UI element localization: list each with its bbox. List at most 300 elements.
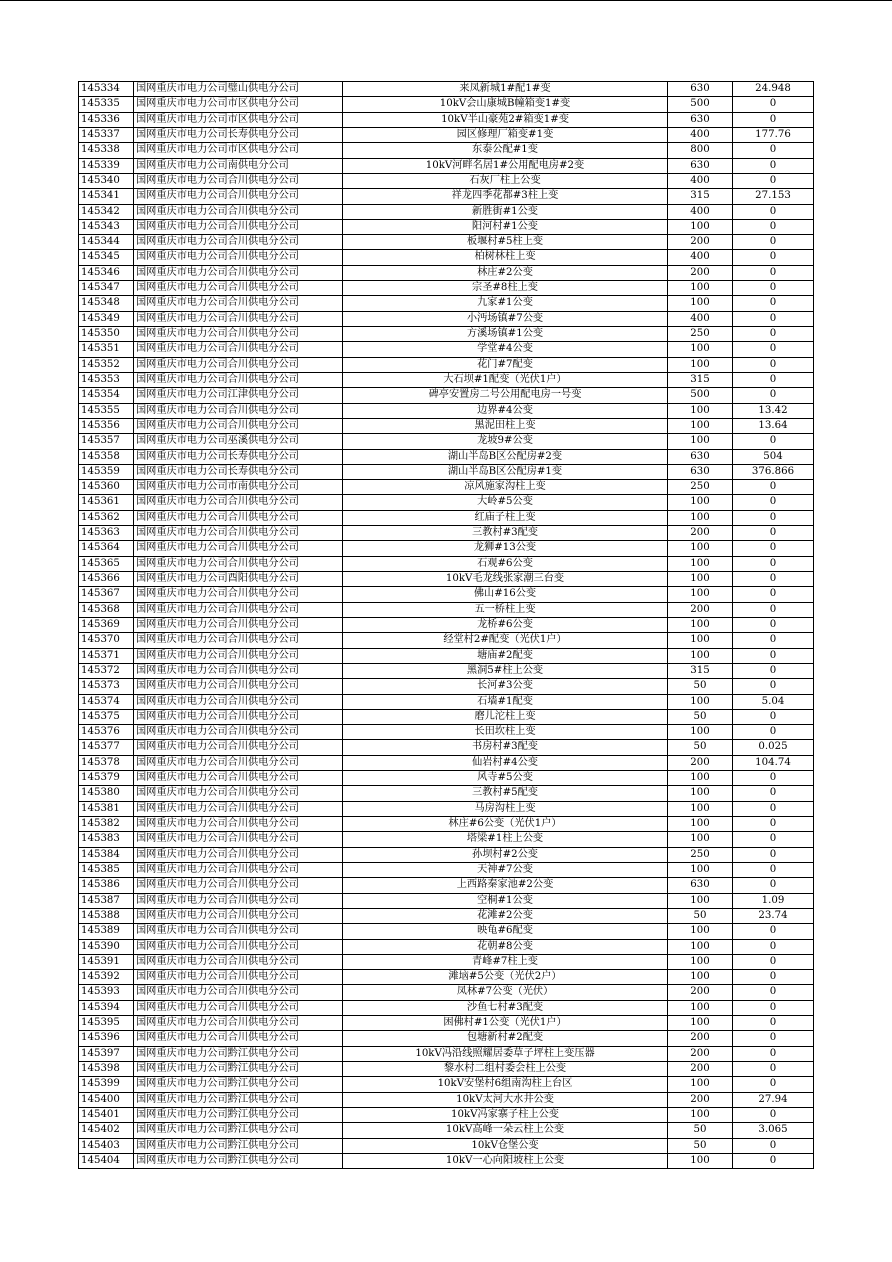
table-row (79, 143, 814, 158)
company-name-cell: 国网重庆市电力公司合川供电分公司 (134, 541, 343, 556)
company-name-cell: 国网重庆市电力公司市区供电分公司 (134, 97, 343, 112)
row-id-cell: 145342 (79, 204, 134, 219)
row-id-cell: 145335 (79, 97, 134, 112)
company-name-cell: 国网重庆市电力公司合川供电分公司 (134, 1031, 343, 1046)
company-name-cell: 国网重庆市电力公司黔江供电分公司 (134, 1138, 343, 1153)
company-name-cell: 国网重庆市电力公司合川供电分公司 (134, 924, 343, 939)
company-name-cell: 国网重庆市电力公司合川供电分公司 (134, 679, 343, 694)
transformer-name-cell: 边界#4公变 (343, 403, 668, 418)
value-cell: 0 (733, 327, 814, 342)
company-name-cell: 国网重庆市电力公司合川供电分公司 (134, 663, 343, 678)
row-id-cell: 145366 (79, 572, 134, 587)
row-id-cell: 145357 (79, 434, 134, 449)
value-cell: 0 (733, 663, 814, 678)
transformer-name-cell: 龙桥#6公变 (343, 617, 668, 632)
row-id-cell: 145373 (79, 679, 134, 694)
row-id-cell: 145376 (79, 725, 134, 740)
transformer-name-cell: 10kV一心向阳坡柱上公变 (343, 1153, 668, 1168)
value-cell: 27.94 (733, 1092, 814, 1107)
value-cell: 0 (733, 1046, 814, 1061)
table-row (79, 82, 814, 97)
row-id-cell: 145397 (79, 1046, 134, 1061)
row-id-cell: 145371 (79, 648, 134, 663)
row-id-cell: 145374 (79, 694, 134, 709)
table-row (79, 158, 814, 173)
table-row (79, 771, 814, 786)
value-cell: 0 (733, 219, 814, 234)
row-id-cell: 145362 (79, 510, 134, 525)
row-id-cell: 145404 (79, 1153, 134, 1168)
capacity-cell: 100 (668, 510, 733, 525)
capacity-cell: 630 (668, 878, 733, 893)
value-cell: 0 (733, 1107, 814, 1122)
capacity-cell: 250 (668, 480, 733, 495)
value-cell: 0 (733, 158, 814, 173)
company-name-cell: 国网重庆市电力公司合川供电分公司 (134, 526, 343, 541)
row-id-cell: 145345 (79, 250, 134, 265)
row-id-cell: 145388 (79, 908, 134, 923)
table-row (79, 219, 814, 234)
company-name-cell: 国网重庆市电力公司合川供电分公司 (134, 265, 343, 280)
row-id-cell: 145363 (79, 526, 134, 541)
transformer-name-cell: 红庙子柱上变 (343, 510, 668, 525)
transformer-name-cell: 小沔场镇#7公变 (343, 311, 668, 326)
row-id-cell: 145377 (79, 740, 134, 755)
transformer-name-cell: 马房沟柱上变 (343, 801, 668, 816)
capacity-cell: 200 (668, 755, 733, 770)
transformer-name-cell: 凉风施家沟柱上变 (343, 480, 668, 495)
table-row (79, 1016, 814, 1031)
value-cell: 0 (733, 250, 814, 265)
capacity-cell: 100 (668, 296, 733, 311)
value-cell: 0 (733, 679, 814, 694)
table-row (79, 725, 814, 740)
capacity-cell: 800 (668, 143, 733, 158)
table-row (79, 342, 814, 357)
row-id-cell: 145346 (79, 265, 134, 280)
capacity-cell: 100 (668, 862, 733, 877)
value-cell: 0 (733, 112, 814, 127)
capacity-cell: 50 (668, 740, 733, 755)
table-row (79, 204, 814, 219)
transformer-name-cell: 磨儿沱柱上变 (343, 709, 668, 724)
value-cell: 0 (733, 97, 814, 112)
table-row (79, 112, 814, 127)
transformer-name-cell: 映龟#6配变 (343, 924, 668, 939)
transformer-name-cell: 园区修理厂箱变#1变 (343, 127, 668, 142)
capacity-cell: 250 (668, 847, 733, 862)
table-row (79, 602, 814, 617)
transformer-name-cell: 天神#7公变 (343, 862, 668, 877)
row-id-cell: 145383 (79, 832, 134, 847)
row-id-cell: 145341 (79, 189, 134, 204)
company-name-cell: 国网重庆市电力公司长寿供电分公司 (134, 464, 343, 479)
table-row (79, 740, 814, 755)
value-cell: 0 (733, 173, 814, 188)
company-name-cell: 国网重庆市电力公司合川供电分公司 (134, 801, 343, 816)
table-body (79, 82, 814, 1169)
capacity-cell: 400 (668, 173, 733, 188)
company-name-cell: 国网重庆市电力公司合川供电分公司 (134, 189, 343, 204)
company-name-cell: 国网重庆市电力公司合川供电分公司 (134, 954, 343, 969)
transformer-name-cell: 青峰#7柱上变 (343, 954, 668, 969)
company-name-cell: 国网重庆市电力公司酉阳供电分公司 (134, 572, 343, 587)
row-id-cell: 145367 (79, 587, 134, 602)
table-row (79, 434, 814, 449)
transformer-name-cell: 黑泥田柱上变 (343, 418, 668, 433)
capacity-cell: 50 (668, 1123, 733, 1138)
table-row (79, 1000, 814, 1015)
table-row (79, 250, 814, 265)
company-name-cell: 国网重庆市电力公司合川供电分公司 (134, 755, 343, 770)
company-name-cell: 国网重庆市电力公司合川供电分公司 (134, 219, 343, 234)
transformer-name-cell: 孙坝村#2公变 (343, 847, 668, 862)
row-id-cell: 145375 (79, 709, 134, 724)
transformer-name-cell: 花朝#8公变 (343, 939, 668, 954)
row-id-cell: 145349 (79, 311, 134, 326)
capacity-cell: 100 (668, 694, 733, 709)
company-name-cell: 国网重庆市电力公司合川供电分公司 (134, 617, 343, 632)
value-cell: 0 (733, 1077, 814, 1092)
row-id-cell: 145386 (79, 878, 134, 893)
row-id-cell: 145334 (79, 82, 134, 97)
value-cell: 0 (733, 281, 814, 296)
value-cell: 0 (733, 1031, 814, 1046)
value-cell: 13.64 (733, 418, 814, 433)
capacity-cell: 100 (668, 939, 733, 954)
transformer-name-cell: 10kV安堡村6组南沟柱上台区 (343, 1077, 668, 1092)
row-id-cell: 145369 (79, 617, 134, 632)
capacity-cell: 100 (668, 342, 733, 357)
transformer-name-cell: 长田坎柱上变 (343, 725, 668, 740)
capacity-cell: 100 (668, 418, 733, 433)
capacity-cell: 50 (668, 1138, 733, 1153)
company-name-cell: 国网重庆市电力公司长寿供电分公司 (134, 127, 343, 142)
capacity-cell: 630 (668, 112, 733, 127)
capacity-cell: 50 (668, 908, 733, 923)
company-name-cell: 国网重庆市电力公司黔江供电分公司 (134, 1077, 343, 1092)
value-cell: 177.76 (733, 127, 814, 142)
company-name-cell: 国网重庆市电力公司合川供电分公司 (134, 204, 343, 219)
table-row (79, 1153, 814, 1168)
table-row (79, 265, 814, 280)
table-row (79, 235, 814, 250)
transformer-name-cell: 风寺#5公变 (343, 771, 668, 786)
capacity-cell: 100 (668, 648, 733, 663)
transformer-name-cell: 10kV会山康城B幢箱变1#变 (343, 97, 668, 112)
transformer-name-cell: 滩垴#5公变（光伏2户） (343, 970, 668, 985)
transformer-name-cell: 困佛村#1公变（光伏1户） (343, 1016, 668, 1031)
table-row (79, 495, 814, 510)
value-cell: 0 (733, 801, 814, 816)
transformer-name-cell: 东泰公配#1变 (343, 143, 668, 158)
table-row (79, 556, 814, 571)
company-name-cell: 国网重庆市电力公司巫溪供电分公司 (134, 434, 343, 449)
table-row (79, 648, 814, 663)
row-id-cell: 145361 (79, 495, 134, 510)
value-cell: 0 (733, 526, 814, 541)
table-row (79, 1138, 814, 1153)
transformer-name-cell: 上西路秦家池#2公变 (343, 878, 668, 893)
table-row (79, 311, 814, 326)
table-row (79, 617, 814, 632)
value-cell: 0 (733, 985, 814, 1000)
row-id-cell: 145396 (79, 1031, 134, 1046)
table-row (79, 189, 814, 204)
value-cell: 104.74 (733, 755, 814, 770)
row-id-cell: 145384 (79, 847, 134, 862)
capacity-cell: 200 (668, 602, 733, 617)
table-row (79, 832, 814, 847)
transformer-name-cell: 龙狮#13公变 (343, 541, 668, 556)
company-name-cell: 国网重庆市电力公司合川供电分公司 (134, 725, 343, 740)
capacity-cell: 100 (668, 725, 733, 740)
company-name-cell: 国网重庆市电力公司合川供电分公司 (134, 771, 343, 786)
table-row (79, 694, 814, 709)
capacity-cell: 100 (668, 281, 733, 296)
table-row (79, 1123, 814, 1138)
table-row (79, 1031, 814, 1046)
company-name-cell: 国网重庆市电力公司合川供电分公司 (134, 847, 343, 862)
row-id-cell: 145336 (79, 112, 134, 127)
value-cell: 0 (733, 847, 814, 862)
transformer-name-cell: 黑洞5#柱上公变 (343, 663, 668, 678)
value-cell: 0 (733, 939, 814, 954)
row-id-cell: 145356 (79, 418, 134, 433)
row-id-cell: 145340 (79, 173, 134, 188)
company-name-cell: 国网重庆市电力公司合川供电分公司 (134, 786, 343, 801)
row-id-cell: 145398 (79, 1062, 134, 1077)
row-id-cell: 145360 (79, 480, 134, 495)
row-id-cell: 145382 (79, 817, 134, 832)
transformer-name-cell: 黎水村二组村委会柱上公变 (343, 1062, 668, 1077)
company-name-cell: 国网重庆市电力公司璧山供电分公司 (134, 82, 343, 97)
table-row (79, 97, 814, 112)
capacity-cell: 200 (668, 235, 733, 250)
row-id-cell: 145403 (79, 1138, 134, 1153)
company-name-cell: 国网重庆市电力公司黔江供电分公司 (134, 1107, 343, 1122)
row-id-cell: 145353 (79, 372, 134, 387)
table-row (79, 1092, 814, 1107)
value-cell: 0 (733, 388, 814, 403)
row-id-cell: 145392 (79, 970, 134, 985)
row-id-cell: 145393 (79, 985, 134, 1000)
company-name-cell: 国网重庆市电力公司合川供电分公司 (134, 311, 343, 326)
value-cell: 0 (733, 832, 814, 847)
company-name-cell: 国网重庆市电力公司黔江供电分公司 (134, 1153, 343, 1168)
transformer-name-cell: 大石坝#1配变（光伏1户） (343, 372, 668, 387)
capacity-cell: 630 (668, 464, 733, 479)
table-row (79, 633, 814, 648)
value-cell: 0 (733, 372, 814, 387)
value-cell: 24.948 (733, 82, 814, 97)
value-cell: 0 (733, 480, 814, 495)
row-id-cell: 145352 (79, 357, 134, 372)
value-cell: 0 (733, 878, 814, 893)
value-cell: 0 (733, 235, 814, 250)
value-cell: 0 (733, 556, 814, 571)
capacity-cell: 100 (668, 1000, 733, 1015)
company-name-cell: 国网重庆市电力公司合川供电分公司 (134, 985, 343, 1000)
table-row (79, 127, 814, 142)
transformer-name-cell: 10kV冯沿线照耀居委草子坪柱上变压器 (343, 1046, 668, 1061)
transformer-name-cell: 花滩#2公变 (343, 908, 668, 923)
capacity-cell: 630 (668, 158, 733, 173)
transformer-name-cell: 阳河村#1公变 (343, 219, 668, 234)
company-name-cell: 国网重庆市电力公司合川供电分公司 (134, 403, 343, 418)
value-cell: 0 (733, 1153, 814, 1168)
company-name-cell: 国网重庆市电力公司合川供电分公司 (134, 296, 343, 311)
capacity-cell: 400 (668, 204, 733, 219)
capacity-cell: 400 (668, 127, 733, 142)
company-name-cell: 国网重庆市电力公司市区供电分公司 (134, 143, 343, 158)
table-row (79, 663, 814, 678)
page-top-rule (0, 0, 892, 1)
row-id-cell: 145347 (79, 281, 134, 296)
company-name-cell: 国网重庆市电力公司合川供电分公司 (134, 862, 343, 877)
table-row (79, 954, 814, 969)
row-id-cell: 145379 (79, 771, 134, 786)
table-row (79, 480, 814, 495)
company-name-cell: 国网重庆市电力公司合川供电分公司 (134, 281, 343, 296)
capacity-cell: 100 (668, 403, 733, 418)
capacity-cell: 100 (668, 801, 733, 816)
table-row (79, 679, 814, 694)
value-cell: 0.025 (733, 740, 814, 755)
transformer-name-cell: 湖山半岛B区公配房#2变 (343, 449, 668, 464)
transformer-name-cell: 凤林#7公变（光伏） (343, 985, 668, 1000)
capacity-cell: 100 (668, 1153, 733, 1168)
company-name-cell: 国网重庆市电力公司合川供电分公司 (134, 587, 343, 602)
capacity-cell: 100 (668, 357, 733, 372)
value-cell: 0 (733, 1000, 814, 1015)
row-id-cell: 145344 (79, 235, 134, 250)
transformer-name-cell: 经堂村2#配变（光伏1户） (343, 633, 668, 648)
capacity-cell: 100 (668, 817, 733, 832)
company-name-cell: 国网重庆市电力公司合川供电分公司 (134, 173, 343, 188)
row-id-cell: 145350 (79, 327, 134, 342)
row-id-cell: 145387 (79, 893, 134, 908)
value-cell: 0 (733, 1062, 814, 1077)
capacity-cell: 200 (668, 526, 733, 541)
company-name-cell: 国网重庆市电力公司合川供电分公司 (134, 342, 343, 357)
capacity-cell: 100 (668, 954, 733, 969)
value-cell: 0 (733, 648, 814, 663)
company-name-cell: 国网重庆市电力公司黔江供电分公司 (134, 1123, 343, 1138)
company-name-cell: 国网重庆市电力公司长寿供电分公司 (134, 449, 343, 464)
value-cell: 27.153 (733, 189, 814, 204)
value-cell: 0 (733, 954, 814, 969)
table-row (79, 908, 814, 923)
value-cell: 3.065 (733, 1123, 814, 1138)
row-id-cell: 145354 (79, 388, 134, 403)
row-id-cell: 145378 (79, 755, 134, 770)
table-row (79, 281, 814, 296)
row-id-cell: 145402 (79, 1123, 134, 1138)
table-row (79, 1062, 814, 1077)
transformer-name-cell: 三教村#3配变 (343, 526, 668, 541)
capacity-cell: 315 (668, 372, 733, 387)
table-row (79, 847, 814, 862)
table-row (79, 510, 814, 525)
capacity-cell: 100 (668, 541, 733, 556)
table-row (79, 878, 814, 893)
row-id-cell: 145348 (79, 296, 134, 311)
value-cell: 0 (733, 1016, 814, 1031)
company-name-cell: 国网重庆市电力公司合川供电分公司 (134, 740, 343, 755)
transformer-name-cell: 书房村#3配变 (343, 740, 668, 755)
transformer-name-cell: 仙岩村#4公变 (343, 755, 668, 770)
value-cell: 0 (733, 357, 814, 372)
value-cell: 0 (733, 495, 814, 510)
capacity-cell: 50 (668, 709, 733, 724)
value-cell: 0 (733, 817, 814, 832)
transformer-name-cell: 10kV毛龙线张家潮三台变 (343, 572, 668, 587)
company-name-cell: 国网重庆市电力公司合川供电分公司 (134, 418, 343, 433)
row-id-cell: 145364 (79, 541, 134, 556)
value-cell: 0 (733, 265, 814, 280)
table-row (79, 173, 814, 188)
capacity-cell: 100 (668, 771, 733, 786)
transformer-name-cell: 10kV冯家寨子柱上公变 (343, 1107, 668, 1122)
table-row (79, 587, 814, 602)
capacity-cell: 200 (668, 1062, 733, 1077)
transformer-name-cell: 10kV高峰一朵云柱上公变 (343, 1123, 668, 1138)
table-row (79, 1046, 814, 1061)
capacity-cell: 200 (668, 1046, 733, 1061)
capacity-cell: 100 (668, 495, 733, 510)
table-row (79, 327, 814, 342)
company-name-cell: 国网重庆市电力公司合川供电分公司 (134, 694, 343, 709)
value-cell: 0 (733, 311, 814, 326)
row-id-cell: 145400 (79, 1092, 134, 1107)
value-cell: 0 (733, 602, 814, 617)
company-name-cell: 国网重庆市电力公司南供电分公司 (134, 158, 343, 173)
capacity-cell: 630 (668, 82, 733, 97)
row-id-cell: 145355 (79, 403, 134, 418)
transformer-name-cell: 空桐#1公变 (343, 893, 668, 908)
transformer-name-cell: 长河#3公变 (343, 679, 668, 694)
transformer-name-cell: 三教村#5配变 (343, 786, 668, 801)
value-cell: 0 (733, 786, 814, 801)
capacity-cell: 500 (668, 97, 733, 112)
value-cell: 0 (733, 143, 814, 158)
table-row (79, 418, 814, 433)
table-row (79, 357, 814, 372)
transformer-name-cell: 10kV半山豪苑2#箱变1#变 (343, 112, 668, 127)
company-name-cell: 国网重庆市电力公司合川供电分公司 (134, 970, 343, 985)
row-id-cell: 145359 (79, 464, 134, 479)
company-name-cell: 国网重庆市电力公司市南供电分公司 (134, 480, 343, 495)
transformer-name-cell: 10kV河畔名居1#公用配电房#2变 (343, 158, 668, 173)
company-name-cell: 国网重庆市电力公司江津供电分公司 (134, 388, 343, 403)
transformer-name-cell: 五一桥柱上变 (343, 602, 668, 617)
transformer-name-cell: 龙坡9#公变 (343, 434, 668, 449)
company-name-cell: 国网重庆市电力公司合川供电分公司 (134, 633, 343, 648)
table-row (79, 449, 814, 464)
capacity-cell: 250 (668, 327, 733, 342)
value-cell: 0 (733, 434, 814, 449)
table-row (79, 893, 814, 908)
value-cell: 0 (733, 510, 814, 525)
company-name-cell: 国网重庆市电力公司黔江供电分公司 (134, 1046, 343, 1061)
transformer-name-cell: 板堰村#5柱上变 (343, 235, 668, 250)
capacity-cell: 500 (668, 388, 733, 403)
row-id-cell: 145338 (79, 143, 134, 158)
value-cell: 0 (733, 541, 814, 556)
transformer-name-cell: 石灰厂柱上公变 (343, 173, 668, 188)
capacity-cell: 100 (668, 1016, 733, 1031)
